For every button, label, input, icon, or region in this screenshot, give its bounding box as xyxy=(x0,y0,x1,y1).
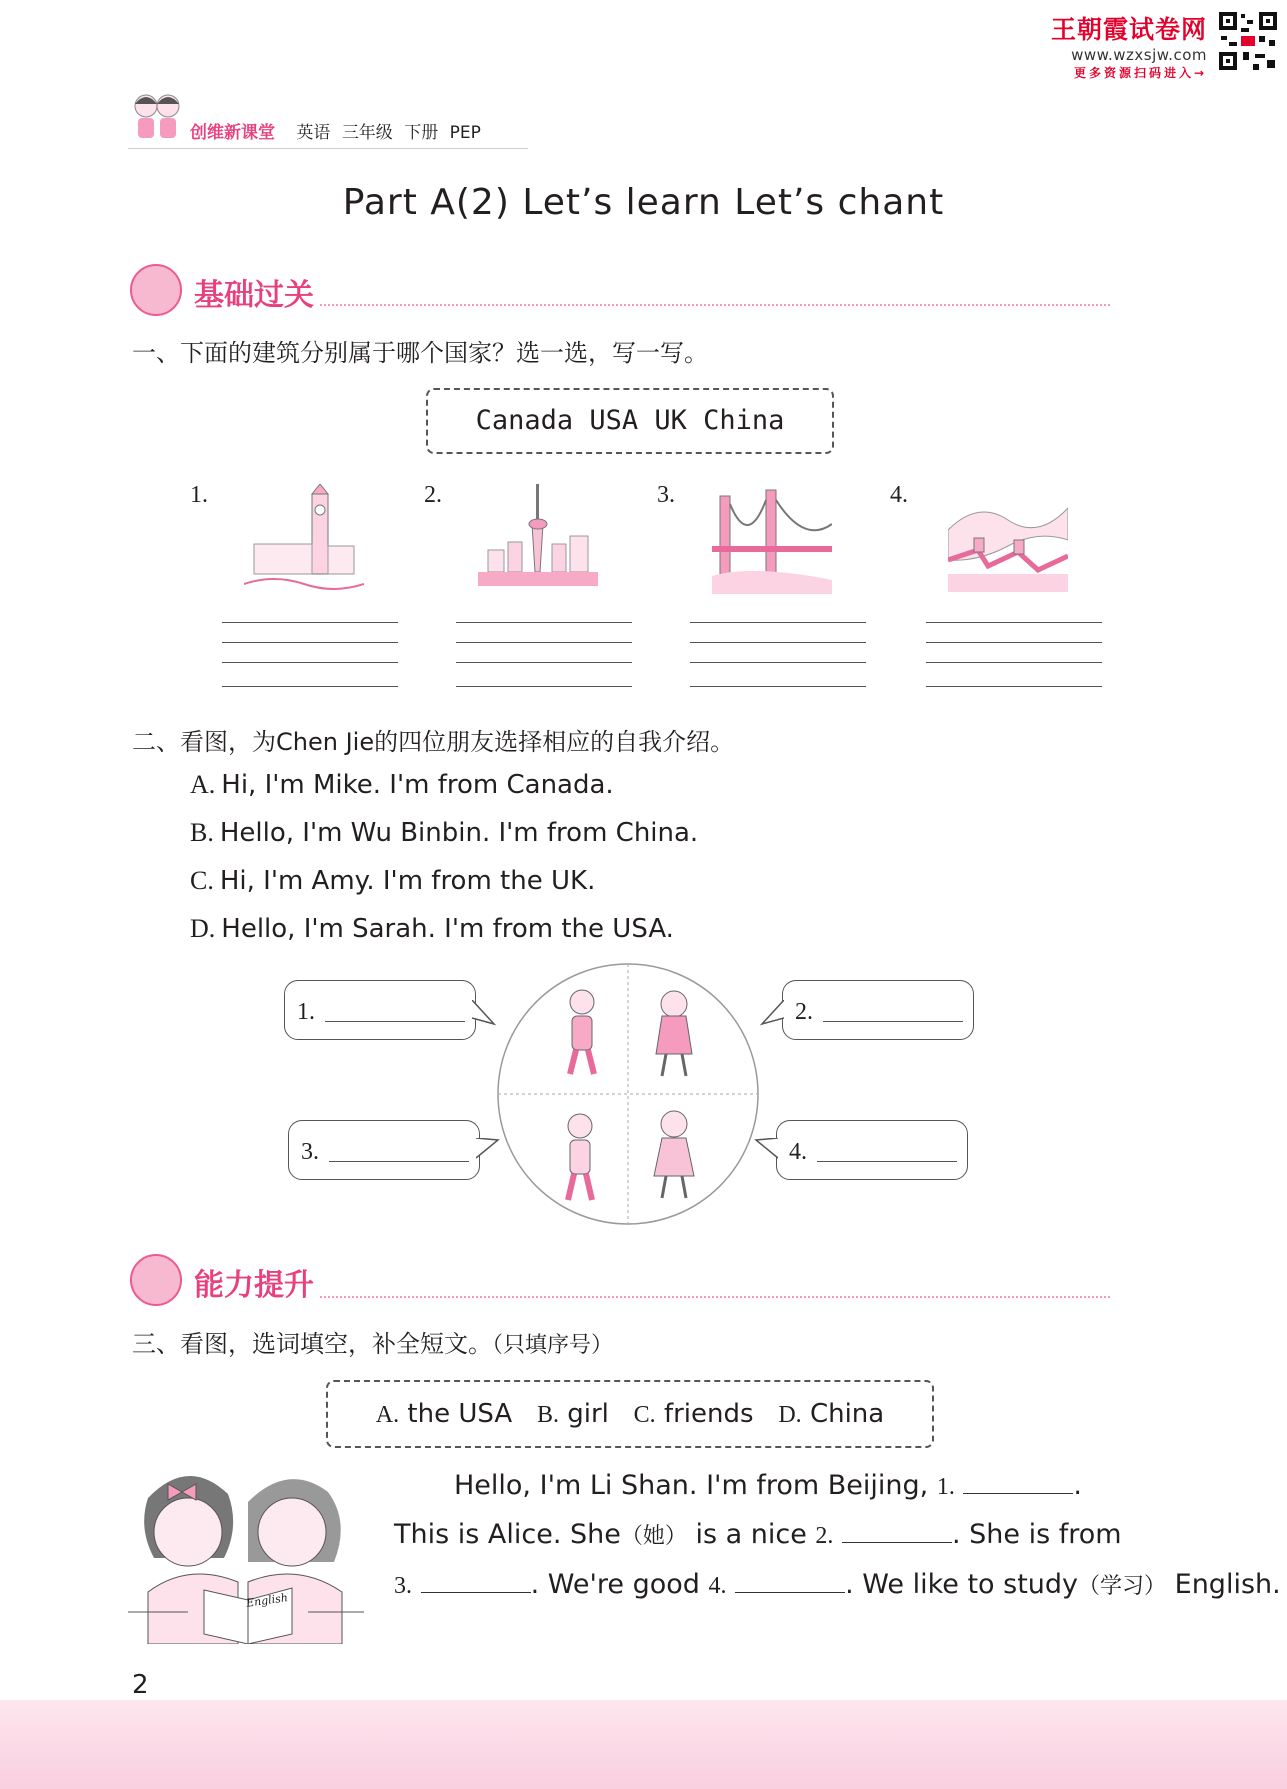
great-wall-icon xyxy=(948,490,1068,600)
brand-name: 王朝霞试卷网 xyxy=(1050,15,1207,44)
grade: 三年级 xyxy=(341,123,393,143)
passage-text: Hello, I'm Li Shan. I'm from Beijing, xyxy=(454,1470,937,1501)
passage-text: . We're good xyxy=(530,1569,709,1600)
answer-blank-4[interactable] xyxy=(735,1566,845,1593)
blank-number: 4. xyxy=(708,1573,727,1599)
bubble-tail-icon xyxy=(472,1000,496,1026)
brand-tag: 更多资源扫码进入→ xyxy=(1073,66,1207,80)
passage-text: . She is from xyxy=(952,1519,1122,1550)
writing-line[interactable] xyxy=(222,622,398,623)
passage-line-3 xyxy=(394,1561,1281,1611)
bubble-tail-icon xyxy=(760,1000,784,1026)
term: 下册 xyxy=(404,123,439,143)
option-text: Hi, I'm Mike. I'm from Canada. xyxy=(221,770,614,800)
option-d xyxy=(190,914,674,944)
page-title: Part A(2) Let’s learn Let’s chant xyxy=(342,182,945,223)
option-letter: A. xyxy=(190,770,216,799)
passage-text: This is Alice. She xyxy=(394,1519,621,1550)
writing-line[interactable] xyxy=(222,642,398,643)
section-badge-icon xyxy=(130,1254,182,1306)
writing-line[interactable] xyxy=(690,686,866,687)
section-divider xyxy=(320,304,1110,306)
option-text: Hello, I'm Wu Binbin. I'm from China. xyxy=(219,818,699,848)
passage-text: . We like to study xyxy=(845,1569,1079,1600)
section-title-basic: 基础过关 xyxy=(194,278,314,313)
item-number: 4. xyxy=(890,482,908,508)
passage-gloss: （她） xyxy=(620,1524,687,1549)
answer-blank-1[interactable] xyxy=(963,1467,1073,1494)
option-letter: B. xyxy=(536,1402,559,1428)
book-label: English xyxy=(245,1591,289,1610)
question-3-hint: （只填序号） xyxy=(492,1333,614,1358)
section-badge-icon xyxy=(130,264,182,316)
writing-line[interactable] xyxy=(926,642,1102,643)
option-letter: D. xyxy=(778,1402,802,1428)
passage-line-2 xyxy=(394,1511,1128,1561)
option-a xyxy=(190,770,614,800)
bubble-tail-icon xyxy=(754,1138,778,1164)
option-letter: C. xyxy=(190,866,214,895)
writing-line[interactable] xyxy=(926,622,1102,623)
speech-bubble-3 xyxy=(288,1120,480,1180)
bubble-number: 4. xyxy=(789,1139,807,1165)
bubble-number: 2. xyxy=(795,999,813,1025)
golden-gate-icon xyxy=(712,484,832,594)
header-rule xyxy=(128,148,528,149)
two-girls-reading-illustration xyxy=(128,1462,364,1644)
answer-blank-3[interactable] xyxy=(421,1566,531,1593)
question-1-prompt: 一、下面的建筑分别属于哪个国家？选一选，写一写。 xyxy=(132,339,708,367)
option-text: the USA xyxy=(407,1399,513,1429)
brand-block xyxy=(1051,10,1207,81)
writing-line[interactable] xyxy=(456,642,632,643)
word-bank-1: Canada USA UK China xyxy=(426,388,834,454)
footer-band xyxy=(0,1700,1287,1789)
writing-line[interactable] xyxy=(690,622,866,623)
series-name: 创维新课堂 xyxy=(190,123,275,143)
brand-url[interactable]: www.wzxsjw.com xyxy=(1071,46,1207,64)
option-text: Hello, I'm Sarah. I'm from the USA. xyxy=(221,914,674,944)
answer-blank[interactable] xyxy=(823,1021,963,1022)
writing-line[interactable] xyxy=(456,686,632,687)
blank-number: 1. xyxy=(936,1474,955,1500)
option-text: girl xyxy=(567,1399,609,1429)
section-divider xyxy=(320,1296,1110,1298)
option-letter: A. xyxy=(375,1402,400,1428)
edition: PEP xyxy=(449,123,481,143)
passage-text: is a nice xyxy=(686,1519,816,1550)
answer-blank[interactable] xyxy=(817,1161,957,1162)
passage-text: English. xyxy=(1166,1569,1281,1600)
blank-number: 2. xyxy=(815,1523,834,1549)
option-letter: B. xyxy=(190,818,214,847)
option-c xyxy=(190,866,595,896)
option-text: Hi, I'm Amy. I'm from the UK. xyxy=(219,866,596,896)
bubble-number: 3. xyxy=(301,1139,319,1165)
writing-line[interactable] xyxy=(456,622,632,623)
running-header xyxy=(190,118,481,143)
option-letter: C. xyxy=(633,1402,656,1428)
passage-line-1: Hello, I'm Li Shan. I'm from Beijing, 1. . xyxy=(394,1462,1128,1511)
option-b xyxy=(190,818,698,848)
item-number: 2. xyxy=(424,482,442,508)
bubble-tail-icon xyxy=(476,1138,500,1164)
friends-circle-illustration xyxy=(496,962,760,1226)
section-title-advanced: 能力提升 xyxy=(194,1268,314,1303)
writing-line[interactable] xyxy=(222,686,398,687)
kids-logo-icon xyxy=(126,88,190,148)
big-ben-icon xyxy=(244,484,364,594)
writing-line[interactable] xyxy=(690,642,866,643)
answer-blank[interactable] xyxy=(329,1161,469,1162)
option-text: friends xyxy=(663,1399,754,1429)
question-2-prompt: 二、看图，为Chen Jie的四位朋友选择相应的自我介绍。 xyxy=(132,728,735,756)
writing-line[interactable] xyxy=(456,662,632,663)
option-letter: D. xyxy=(190,914,216,943)
blank-number: 3. xyxy=(394,1573,412,1599)
passage xyxy=(394,1462,1281,1611)
item-number: 3. xyxy=(657,482,675,508)
word-bank-3 xyxy=(326,1380,934,1448)
qr-code-icon[interactable] xyxy=(1217,10,1279,72)
bubble-number: 1. xyxy=(297,999,315,1025)
writing-line[interactable] xyxy=(926,686,1102,687)
question-3-text: 三、看图，选词填空，补全短文。 xyxy=(132,1330,492,1358)
answer-blank[interactable] xyxy=(325,1021,465,1022)
speech-bubble-1 xyxy=(284,980,476,1040)
passage-gloss: （学习） xyxy=(1078,1574,1167,1599)
answer-blank-2[interactable] xyxy=(842,1516,952,1543)
question-3-prompt xyxy=(132,1324,613,1359)
writing-line[interactable] xyxy=(690,662,866,663)
subject: 英语 xyxy=(296,123,331,143)
cn-tower-icon xyxy=(478,484,598,594)
option-text: China xyxy=(809,1399,885,1429)
writing-line[interactable] xyxy=(926,662,1102,663)
speech-bubble-2 xyxy=(782,980,974,1040)
item-number: 1. xyxy=(190,482,208,508)
speech-bubble-4 xyxy=(776,1120,968,1180)
writing-line[interactable] xyxy=(222,662,398,663)
page-number: 2 xyxy=(132,1670,149,1700)
